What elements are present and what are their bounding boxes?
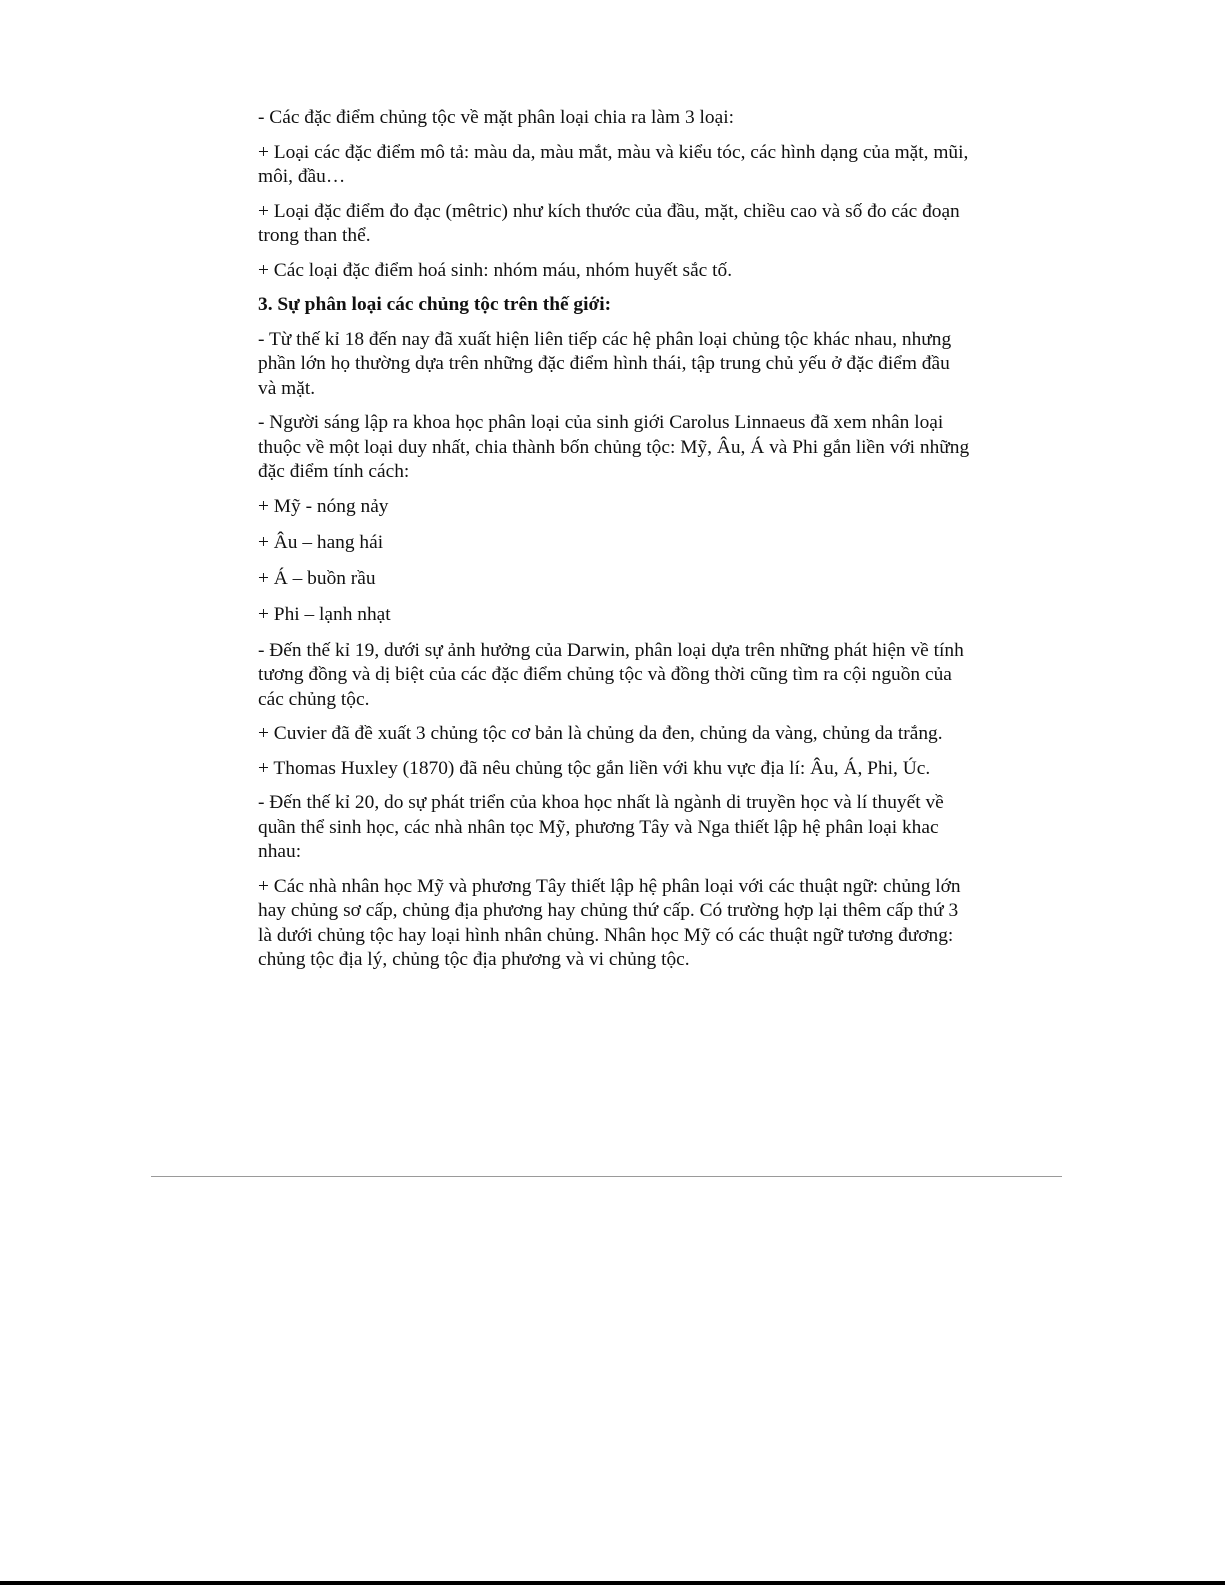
paragraph-18th-century: - Từ thế kỉ 18 đến nay đã xuất hiện liên tiếp các hệ phân loại chủng tộc khác nhau, nhưng phần lớn họ thường dựa trên những đặc điểm hình thái, tập trung chủ yếu ở đặc điểm đầu và mặt.: [258, 328, 952, 399]
paragraph-linnaeus: - Người sáng lập ra khoa học phân loại của sinh giới Carolus Linnaeus đã xem nhân loại thuộc về một loại duy nhất, chia thành bốn chủng tộc: Mỹ, Âu, Á và Phi gắn liền với những đặc điểm tính cách:: [258, 412, 970, 482]
paragraph-descriptive-traits: + Loại các đặc điểm mô tả: màu da, màu mắt, màu và kiểu tóc, các hình dạng của mặt, mũi, môi, đầu…: [258, 141, 969, 187]
paragraph-huxley: + Thomas Huxley (1870) đã nêu chủng tộc gắn liền với khu vực địa lí: Âu, Á, Phi, Úc.: [258, 757, 931, 779]
paragraph-western-classification: + Các nhà nhân học Mỹ và phương Tây thiết lập hệ phân loại với các thuật ngữ: chủng lớn hay chủng sơ cấp, chủng địa phương hay chủng thứ cấp. Có trường hợp lại thêm cấp thứ 3 là dưới chủng tộc hay loại hình nhân chủng. Nhân học Mỹ có các thuật ngữ tương đương: chủng tộc địa lý, chủng tộc địa phương và vi chủng tộc.: [258, 875, 961, 970]
list-item-phi: + Phi – lạnh nhạt: [258, 603, 391, 625]
paragraph-classification-types: - Các đặc điểm chủng tộc về mặt phân loại chia ra làm 3 loại:: [258, 107, 734, 128]
horizontal-divider: [151, 1176, 1062, 1177]
bottom-border: [0, 1581, 1225, 1585]
paragraph-cuvier: + Cuvier đã đề xuất 3 chủng tộc cơ bản là chủng da đen, chủng da vàng, chủng da trắng.: [258, 723, 943, 744]
section-heading: 3. Sự phân loại các chủng tộc trên thế giới:: [258, 294, 612, 315]
document-body: [258, 106, 970, 983]
list-item-a: + Á – buồn rầu: [258, 567, 376, 589]
paragraph-20th-century: - Đến thế kỉ 20, do sự phát triển của khoa học nhất là ngành di truyền học và lí thuyết về quần thể sinh học, các nhà nhân tọc Mỹ, phương Tây và Nga thiết lập hệ phân loại khac nhau:: [258, 792, 944, 862]
list-item-au: + Âu – hang hái: [258, 531, 384, 553]
list-item-my: + Mỹ - nóng nảy: [258, 495, 389, 517]
paragraph-biochemical-traits: + Các loại đặc điểm hoá sinh: nhóm máu, nhóm huyết sắc tố.: [258, 259, 733, 281]
paragraph-metric-traits: + Loại đặc điểm đo đạc (mêtric) như kích thước của đầu, mặt, chiều cao và số đo các đoạn trong than thể.: [258, 200, 960, 246]
paragraph-19th-century: - Đến thế kỉ 19, dưới sự ảnh hưởng của Darwin, phân loại dựa trên những phát hiện về tính tương đồng và dị biệt của các đặc điểm chủng tộc và đồng thời cũng tìm ra cội nguồn của các chủng tộc.: [258, 639, 964, 710]
